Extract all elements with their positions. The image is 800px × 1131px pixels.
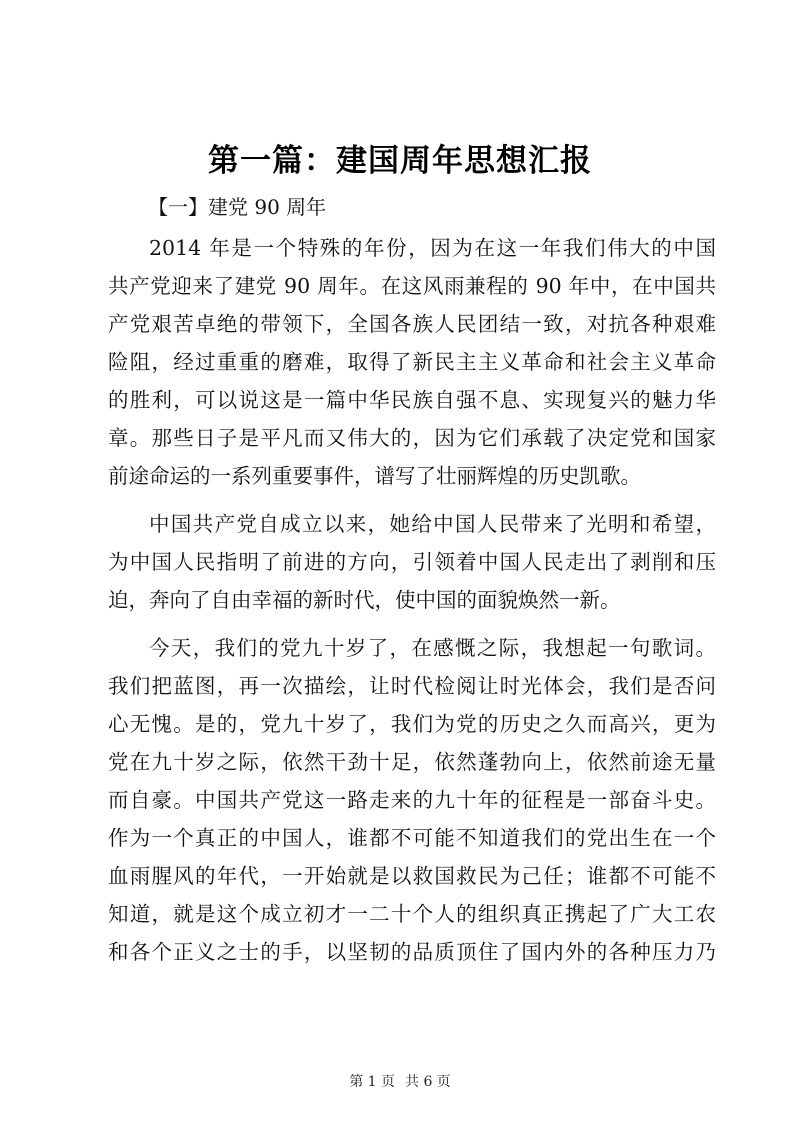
paragraph-line: 险阻，经过重重的磨难，取得了新民主主义革命和社会主义革命 (108, 350, 716, 374)
paragraph-line: 前途命运的一系列重要事件，谱写了壮丽辉煌的历史凯歌。 (108, 464, 641, 488)
paragraph-line: 血雨腥风的年代，一开始就是以救国救民为己任；谁都不可能不 (108, 864, 716, 888)
paragraph-line: 而自豪。中国共产党这一路走来的九十年的征程是一部奋斗史。 (108, 788, 716, 812)
paragraph-line: 我们把蓝图，再一次描绘，让时代检阅让时光体会，我们是否问 (108, 674, 716, 698)
paragraph-2 (108, 505, 716, 619)
paragraph-line: 2014 年是一个特殊的年份，因为在这一年我们伟大的中国 (149, 236, 716, 260)
paragraph-line: 作为一个真正的中国人，谁都不可能不知道我们的党出生在一个 (108, 826, 716, 850)
section-heading: 【一】建党 90 周年 (148, 195, 327, 219)
page-footer (0, 1072, 800, 1092)
paragraph-line: 党在九十岁之际，依然干劲十足，依然蓬勃向上，依然前途无量 (108, 750, 716, 774)
document-body (108, 229, 716, 981)
paragraph-line: 知道，就是这个成立初才一二十个人的组织真正携起了广大工农 (108, 902, 716, 926)
paragraph-line: 迫，奔向了自由幸福的新时代，使中国的面貌焕然一新。 (108, 588, 621, 612)
page-number: 第 1 页 (349, 1074, 395, 1090)
paragraph-line: 今天，我们的党九十岁了，在感慨之际，我想起一句歌词。 (149, 636, 716, 660)
paragraph-line: 的胜利，可以说这是一篇中华民族自强不息、实现复兴的魅力华 (108, 388, 716, 412)
paragraph-1 (108, 229, 716, 495)
paragraph-3 (108, 629, 716, 971)
paragraph-line: 心无愧。是的，党九十岁了，我们为党的历史之久而高兴，更为 (108, 712, 716, 736)
document-title: 第一篇：建国周年思想汇报 (208, 143, 592, 179)
paragraph-line: 中国共产党自成立以来，她给中国人民带来了光明和希望， (149, 512, 716, 536)
paragraph-line: 产党艰苦卓绝的带领下，全国各族人民团结一致，对抗各种艰难 (108, 312, 716, 336)
paragraph-line: 章。那些日子是平凡而又伟大的，因为它们承载了决定党和国家 (108, 426, 716, 450)
paragraph-line: 和各个正义之士的手，以坚韧的品质顶住了国内外的各种压力乃 (108, 940, 716, 964)
paragraph-line: 为中国人民指明了前进的方向，引领着中国人民走出了剥削和压 (108, 550, 716, 574)
paragraph-line: 共产党迎来了建党 90 周年。在这风雨兼程的 90 年中，在中国共 (108, 274, 716, 298)
page-total: 共 6 页 (405, 1074, 451, 1090)
